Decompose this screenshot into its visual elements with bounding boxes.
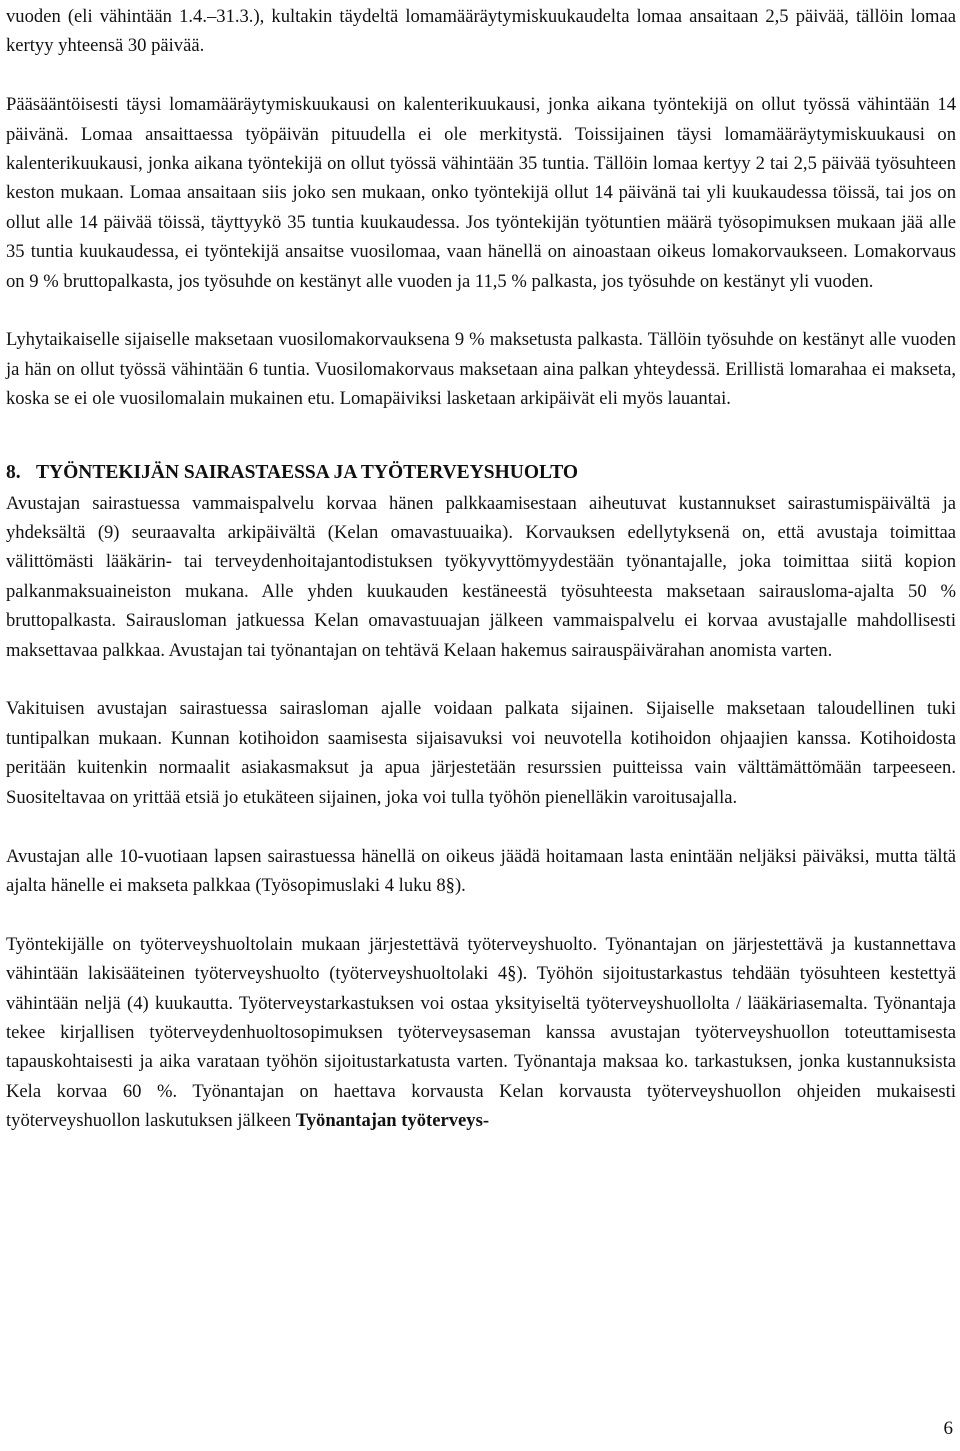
occupational-health-bold-text: Työnantajan työterveys- [295,1110,490,1132]
paragraph-intro: vuoden (eli vähintään 1.4.–31.3.), kultakin täydeltä lomamääräytymiskuukaudelta lomaa ansaitaan 2,5 päivää, tällöin lomaa kertyy yhteensä 30 päivää. [6,6,956,57]
page-number: 6 [943,1418,953,1439]
section-number: 8. [6,461,21,483]
section-heading [6,457,956,489]
paragraph-short-term-substitute: Lyhytaikaiselle sijaiselle maksetaan vuosilomakorvauksena 9 % maksetusta palkasta. Tällöin työsuhde on kestänyt alle vuoden ja hän on ollut työssä vähintään 6 tuntia. Vuosilomakorvaus maksetaan aina palkan yhteydessä. Erillistä lomarahaa ei makseta, koska se ei ole vuosilomalain mukainen etu. Lomapäiviksi lasketaan arkipäivät eli myös lauantai. [6,329,956,410]
paragraph-child-sick: Avustajan alle 10-vuotiaan lapsen sairastuessa hänellä on oikeus jäädä hoitamaan lasta enintään neljäksi päiväksi, mutta tältä ajalta hänelle ei makseta palkkaa (Työsopimuslaki 4 luku 8§). [6,845,956,896]
paragraph-vacation-rule: Pääsääntöisesti täysi lomamääräytymiskuukausi on kalenterikuukausi, jonka aikana työntekijä on ollut työssä vähintään 14 päivänä. Lomaa ansaittaessa työpäivän pituudella ei ole merkitystä. Toissijainen täysi lomamääräytymiskuukausi on kalenterikuukausi, jonka aikana työntekijä on ollut työssä vähintään 35 tuntia. Tällöin lomaa kertyy 2 tai 2,5 päivää työsuhteen keston mukaan. Lomaa ansaitaan siis joko sen mukaan, onko työntekijä ollut 14 päivänä tai yli kuukaudessa töissä, tai jos on ollut alle 14 päivää töissä, täyttyykö 35 tuntia kuukaudessa. Jos työntekijän työtuntien määrä työsopimuksen mukaan jää alle 35 tuntia kuukaudessa, ei työntekijä ansaitse vuosilomaa, vaan hänellä on ainoastaan oikeus lomakorvaukseen. Lomakorvaus on 9 % bruttopalkasta, jos työsuhde on kestänyt alle vuoden ja 11,5 % palkasta, jos työsuhde on kestänyt yli vuoden. [6,94,956,292]
paragraph-occupational-health [6,930,956,1136]
section-title: TYÖNTEKIJÄN SAIRASTAESSA JA TYÖTERVEYSHUOLTO [36,461,579,483]
document-page [6,2,956,1136]
paragraph-substitute: Vakituisen avustajan sairastuessa sairasloman ajalle voidaan palkata sijainen. Sijaiselle maksetaan taloudellinen tuki tuntipalkan mukaan. Kunnan kotihoidon saamisesta sijaisavuksi voi neuvotella kotihoidon ohjaajien kanssa. Kotihoidosta peritään kuitenkin normaalit asiakasmaksut ja apua järjestetään resurssien puitteissa vain välttämättömään tarpeeseen. Suositeltavaa on yrittää etsiä jo etukäteen sijainen, joka voi tulla työhön pienelläkin varoitusajalla. [6,698,956,808]
occupational-health-text: Työntekijälle on työterveyshuoltolain mukaan järjestettävä työterveyshuolto. Työnantajan on järjestettävä ja kustannettava vähintään lakisääteinen työterveyshuolto (työterveyshuoltolaki 4§). Työhön sijoitustarkastus tehdään työsuhteen kestettyä vähintään neljä (4) kuukautta. Työterveystarkastuksen voi ostaa yksityiseltä työterveyshuollolta / lääkäriasemalta. Työnantaja tekee kirjallisen työterveydenhuoltosopimuksen työterveysaseman kanssa avustajan työterveyshuollon toteuttamisesta tapauskohtaisesti ja aika varataan työhön sijoitustarkatusta varten. Työnantaja maksaa ko. tarkastuksen, jonka kustannuksista Kela korvaa 60 %. Työnantajan on haettava korvausta Kelan korvausta työterveyshuollon ohjeiden mukaisesti työterveyshuollon laskutuksen jälkeen [6,933,956,1132]
paragraph-assistant-sick: Avustajan sairastuessa vammaispalvelu korvaa hänen palkkaamisestaan aiheutuvat kustannukset sairastumispäivältä ja yhdeksältä (9) seuraavalta arkipäivältä (Kelan omavastuuaika). Korvauksen edellytyksenä on, että avustaja toimittaa välittömästi lääkärin- tai terveydenhoitajantodistuksen työkyvyttömyydestään työnantajalle, joka toimittaa siitä kopion palkanmaksuaineiston mukana. Alle yhden kuukauden kestäneestä työsuhteesta maksetaan sairausloma-ajalta 50 % bruttopalkasta. Sairausloman jatkuessa Kelan omavastuuajan jälkeen vammaispalvelu ei korvaa avustajalle mahdollisesti maksettavaa palkkaa. Avustajan tai työnantajan on tehtävä Kelaan hakemus sairauspäivärahan anomista varten. [6,492,956,661]
